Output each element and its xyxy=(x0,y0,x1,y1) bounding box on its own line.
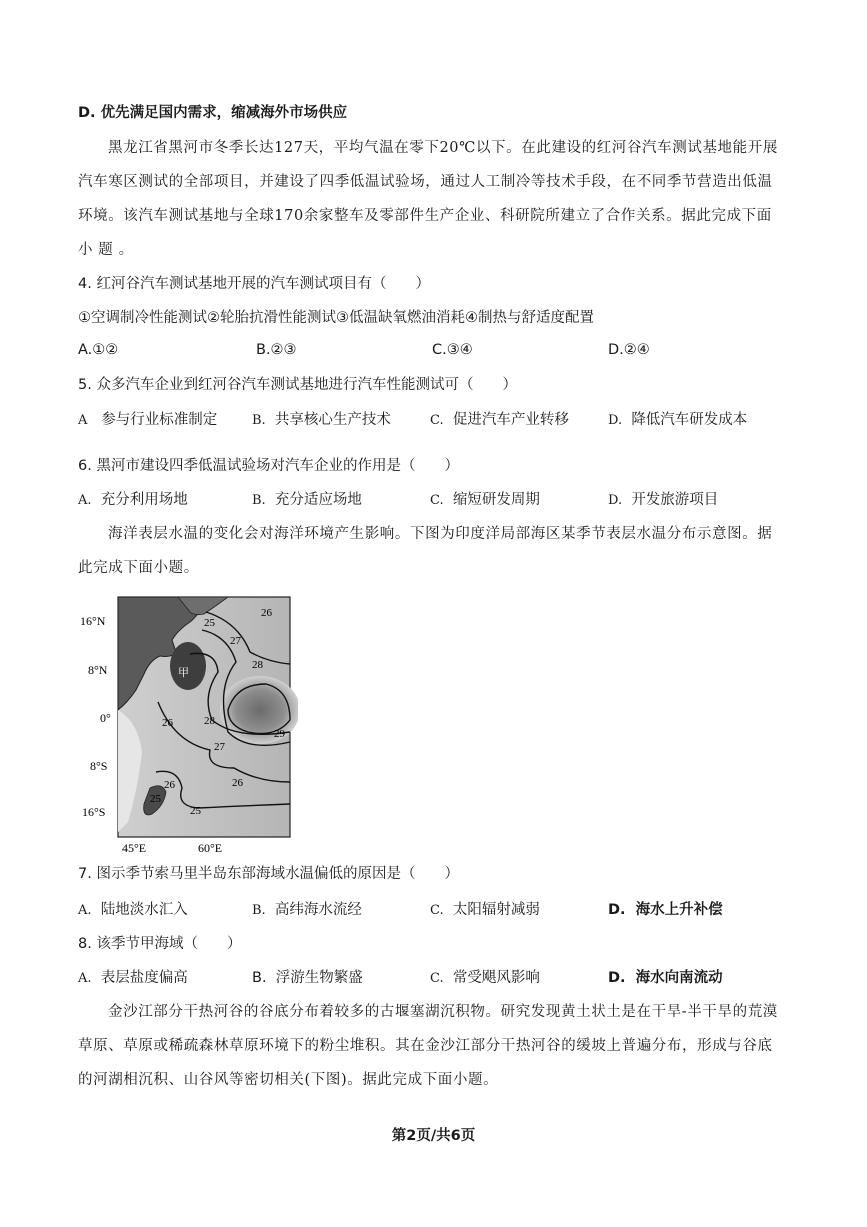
q8-option-c-text: 常受飓风影响 xyxy=(452,970,540,986)
q5-option-b-text: 共享核心生产技术 xyxy=(274,412,391,428)
q6-option-c-text: 缩短研发周期 xyxy=(452,492,540,508)
isotherm-label: 25 xyxy=(190,805,201,817)
q7-option-b xyxy=(252,900,362,921)
q4-option-b: B.②③ xyxy=(256,342,297,358)
previous-option-d: D. 优先满足国内需求，缩减海外市场供应 xyxy=(78,105,348,121)
q7-option-a-text: 陆地淡水汇入 xyxy=(100,902,188,918)
q8-option-d-text: 海水向南流动 xyxy=(635,970,723,986)
q6-option-b xyxy=(252,490,362,511)
lat-label: 8°N xyxy=(88,663,108,677)
q8-option-d xyxy=(608,968,723,988)
q7-option-c-text: 太阳辐射减弱 xyxy=(452,902,540,918)
q7-option-d-text: 海水上升补偿 xyxy=(635,902,723,918)
q6-option-c xyxy=(430,490,540,511)
q4-items: ①空调制冷性能测试②轮胎抗滑性能测试③低温缺氧燃油消耗④制热与舒适度配置 xyxy=(78,310,594,326)
q6-option-d-text: 开发旅游项目 xyxy=(631,492,719,508)
q6-option-a xyxy=(78,490,188,511)
q5-stem: 5. 众多汽车企业到红河谷汽车测试基地进行汽车性能测试可（ ） xyxy=(78,377,517,393)
isotherm-label: 25 xyxy=(150,793,161,805)
isotherm-label: 28 xyxy=(252,659,263,671)
q6-option-b-text: 充分适应场地 xyxy=(274,492,362,508)
q7-option-b-text: 高纬海水流经 xyxy=(274,902,362,918)
lat-label: 16°N xyxy=(80,614,106,628)
q8-option-b xyxy=(252,968,363,988)
q5-option-d-label: D. xyxy=(608,413,623,428)
q5-option-c-text: 促进汽车产业转移 xyxy=(452,412,569,428)
passage2-line-2: 此完成下面小题。 xyxy=(78,560,199,576)
q7-option-a xyxy=(78,900,188,921)
q8-option-b-label: B. xyxy=(252,970,267,986)
q6-stem: 6. 黑河市建设四季低温试验场对汽车企业的作用是（ ） xyxy=(78,458,459,474)
q6-option-a-label: A. xyxy=(78,493,92,508)
q4-option-a: A.①② xyxy=(78,342,119,358)
q4-stem: 4. 红河谷汽车测试基地开展的汽车测试项目有（ ） xyxy=(78,276,430,292)
lon-label: 45°E xyxy=(122,841,147,855)
q5-option-a xyxy=(78,410,217,431)
q5-option-d-text: 降低汽车研发成本 xyxy=(631,412,748,428)
q6-option-c-label: C. xyxy=(430,493,444,508)
q7-option-b-label: B. xyxy=(252,903,266,918)
q5-option-c-label: C. xyxy=(430,413,444,428)
lon-label: 60°E xyxy=(198,841,223,855)
passage1-line-2: 汽车寒区测试的全部项目，并建设了四季低温试验场，通过人工制冷等技术手段，在不同季节营造出低温 xyxy=(78,174,773,190)
q8-option-a xyxy=(78,968,188,989)
q7-option-a-label: A. xyxy=(78,903,92,918)
q7-option-c-label: C. xyxy=(430,903,444,918)
q8-option-a-text: 表层盐度偏高 xyxy=(100,970,188,986)
q4-option-c: C.③④ xyxy=(432,342,473,358)
q5-option-a-label: A xyxy=(78,413,88,428)
isotherm-label: 26 xyxy=(162,717,173,729)
isotherm-label: 26 xyxy=(261,607,272,619)
isotherm-label: 26 xyxy=(232,777,243,789)
q7-option-d-label: D. xyxy=(608,902,626,918)
passage2-line-1: 海洋表层水温的变化会对海洋环境产生影响。下图为印度洋局部海区某季节表层水温分布示意图。据 xyxy=(108,526,773,542)
place-label-jia: 甲 xyxy=(178,666,189,679)
isotherm-label: 29 xyxy=(274,728,285,740)
q8-stem: 8. 该季节甲海域（ ） xyxy=(78,936,242,952)
passage3-line-2: 草原、草原或稀疏森林草原环境下的粉尘堆积。其在金沙江部分干热河谷的缓坡上普遍分布，形成与谷底 xyxy=(78,1038,773,1054)
q8-option-c xyxy=(430,968,540,989)
page-footer: 第2页/共6页 xyxy=(391,1128,476,1144)
q7-option-c xyxy=(430,900,540,921)
q7-stem: 7. 图示季节索马里半岛东部海域水温偏低的原因是（ ） xyxy=(78,866,459,882)
q6-option-d-label: D. xyxy=(608,493,623,508)
q8-option-c-label: C. xyxy=(430,971,444,986)
lat-label: 16°S xyxy=(82,805,106,819)
passage3-line-3: 的河湖相沉积、山谷风等密切相关(下图)。据此完成下面小题。 xyxy=(78,1072,499,1088)
q5-option-d xyxy=(608,410,747,431)
passage3-line-1: 金沙江部分干热河谷的谷底分布着较多的古堰塞湖沉积物。研究发现黄土状土是在干旱-半干旱的荒漠 xyxy=(108,1004,778,1020)
q5-option-a-text: 参与行业标准制定 xyxy=(101,412,218,428)
isotherm-label: 28 xyxy=(204,715,215,727)
passage1-line-4: 小 题 。 xyxy=(78,242,134,258)
q6-option-b-label: B. xyxy=(252,493,266,508)
sea-temperature-map xyxy=(78,592,298,857)
q5-option-b-label: B. xyxy=(252,413,266,428)
q8-option-b-text: 浮游生物繁盛 xyxy=(275,970,363,986)
q4-option-d: D.②④ xyxy=(608,342,650,358)
passage1-line-3: 环境。该汽车测试基地与全球170余家整车及零部件生产企业、科研院所建立了合作关系。据此完成下面 xyxy=(78,208,772,224)
q5-option-b xyxy=(252,410,391,431)
isotherm-label: 27 xyxy=(214,741,225,753)
q8-option-d-label: D. xyxy=(608,970,626,986)
passage1-line-1: 黑龙江省黑河市冬季长达127天，平均气温在零下20℃以下。在此建设的红河谷汽车测试基地能开展 xyxy=(108,140,778,156)
lat-label: 8°S xyxy=(90,759,108,773)
q6-option-a-text: 充分利用场地 xyxy=(100,492,188,508)
q6-option-d xyxy=(608,490,718,511)
isotherm-label: 25 xyxy=(204,617,215,629)
q5-option-c xyxy=(430,410,569,431)
lat-label: 0° xyxy=(100,711,111,725)
isotherm-label: 27 xyxy=(230,635,241,647)
q8-option-a-label: A. xyxy=(78,971,92,986)
q7-option-d xyxy=(608,900,723,920)
isotherm-label: 26 xyxy=(164,779,175,791)
